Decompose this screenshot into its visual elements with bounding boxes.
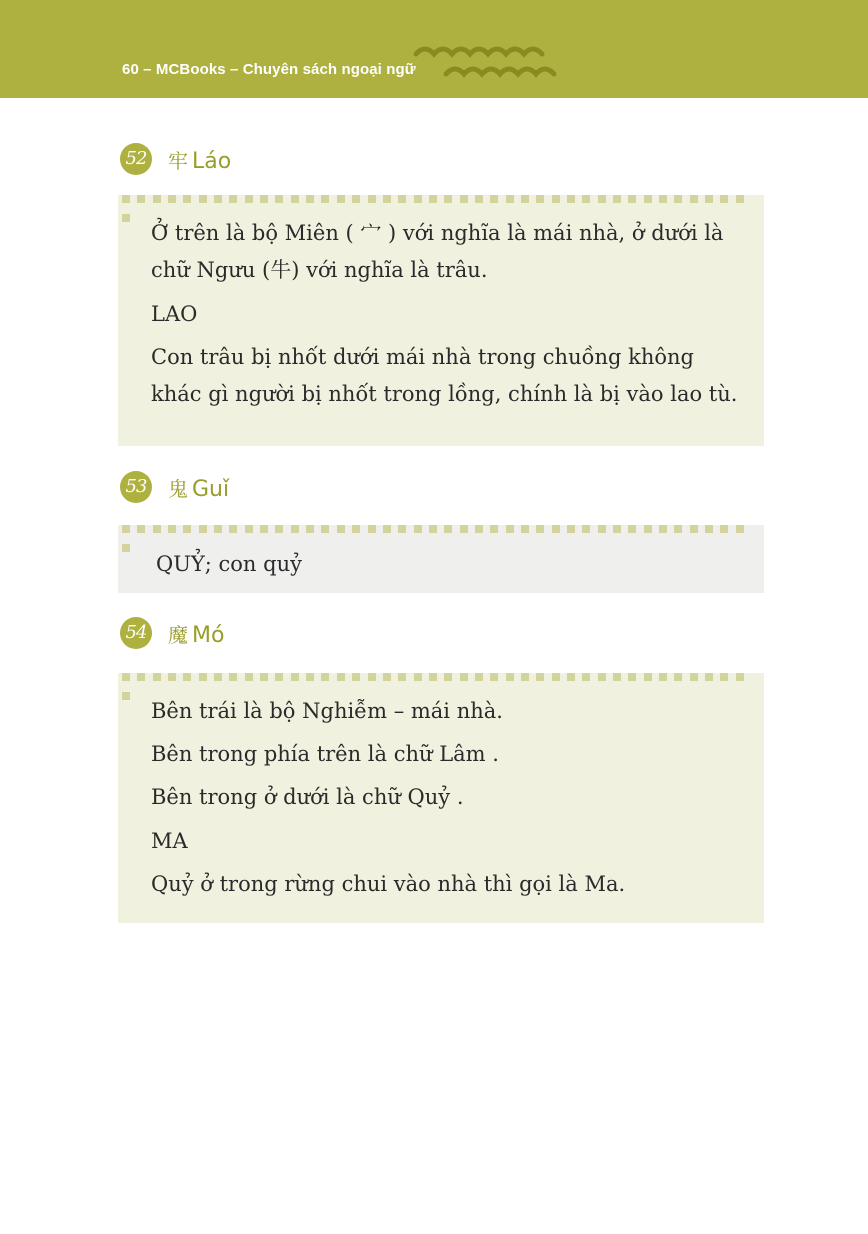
dash-segment	[137, 673, 145, 681]
dash-segment	[352, 673, 360, 681]
dash-segment	[414, 673, 422, 681]
dash-segment	[690, 525, 698, 533]
entry-paragraph: Quỷ ở trong rừng chui vào nhà thì gọi là Ma.	[151, 872, 626, 896]
dash-segment	[659, 673, 667, 681]
dash-segment	[674, 525, 682, 533]
dash-segment	[137, 195, 145, 203]
dash-segment	[628, 525, 636, 533]
dash-segment	[137, 525, 145, 533]
dash-segment	[229, 673, 237, 681]
dash-segment	[168, 673, 176, 681]
dash-segment	[582, 195, 590, 203]
dash-segment	[245, 195, 253, 203]
dash-segment	[460, 673, 468, 681]
dash-segment	[429, 195, 437, 203]
dash-segment	[521, 195, 529, 203]
entry-number-badge: 52	[120, 143, 152, 175]
entry-box-52	[118, 195, 764, 446]
dash-segment	[168, 195, 176, 203]
dash-segment	[506, 673, 514, 681]
dash-segment	[506, 195, 514, 203]
dash-segment	[659, 525, 667, 533]
dash-segment	[475, 673, 483, 681]
dash-segment	[275, 195, 283, 203]
dash-segment	[490, 525, 498, 533]
dash-segment	[383, 195, 391, 203]
dash-segment	[368, 195, 376, 203]
dash-segment	[306, 673, 314, 681]
dash-segment	[460, 525, 468, 533]
dash-segment	[337, 195, 345, 203]
dash-segment	[199, 195, 207, 203]
entry-paragraph: Bên trong ở dưới là chữ Quỷ .	[151, 785, 464, 809]
dash-segment	[475, 195, 483, 203]
dash-segment	[536, 673, 544, 681]
dashed-divider	[122, 673, 760, 681]
dash-segment	[582, 525, 590, 533]
dash-segment	[337, 525, 345, 533]
dash-segment	[720, 525, 728, 533]
dash-segment	[720, 673, 728, 681]
dash-segment	[536, 195, 544, 203]
dash-segment	[582, 673, 590, 681]
dash-segment	[659, 195, 667, 203]
dash-segment	[321, 673, 329, 681]
dash-segment	[736, 525, 744, 533]
dash-segment	[429, 525, 437, 533]
dash-segment	[337, 673, 345, 681]
dash-segment	[521, 673, 529, 681]
dash-segment	[444, 673, 452, 681]
dash-segment	[567, 673, 575, 681]
dash-segment	[352, 525, 360, 533]
dash-segment	[214, 195, 222, 203]
dash-segment	[199, 673, 207, 681]
dash-segment	[214, 525, 222, 533]
entry-paragraph: Ở trên là bộ Miên ( 宀 ) với nghĩa là mái nhà, ở dưới là chữ Ngưu (牛) với nghĩa là trâu.	[151, 221, 724, 282]
dash-segment	[183, 525, 191, 533]
entry-reading: Guǐ	[192, 477, 230, 502]
dash-segment	[644, 195, 652, 203]
dash-segment	[122, 525, 130, 533]
dash-segment	[398, 195, 406, 203]
page-header	[0, 0, 868, 98]
dash-segment	[291, 673, 299, 681]
dash-segment	[644, 673, 652, 681]
dash-segment	[444, 195, 452, 203]
dash-segment	[352, 195, 360, 203]
header-title: 60 – MCBooks – Chuyên sách ngoại ngữ	[122, 61, 416, 78]
dash-segment	[674, 195, 682, 203]
entry-title	[168, 619, 224, 648]
entry-paragraph: Con trâu bị nhốt dưới mái nhà trong chuồng không khác gì người bị nhốt trong lồng, chính là bị vào lao tù.	[151, 345, 738, 406]
dash-segment	[613, 525, 621, 533]
entry-title	[168, 473, 229, 502]
dash-segment	[260, 673, 268, 681]
waves-decoration	[412, 40, 572, 82]
dash-segment	[321, 525, 329, 533]
dash-segment	[291, 195, 299, 203]
dash-segment	[291, 525, 299, 533]
dash-segment	[383, 525, 391, 533]
dash-segment	[736, 195, 744, 203]
dash-segment	[567, 195, 575, 203]
entry-kanji: 牢	[168, 149, 188, 173]
dash-segment	[275, 673, 283, 681]
dashed-divider	[122, 195, 760, 203]
entry-paragraph: MA	[151, 829, 188, 853]
entry-reading: Mó	[192, 623, 225, 648]
dash-segment	[628, 673, 636, 681]
dash-segment	[199, 525, 207, 533]
dash-segment	[690, 195, 698, 203]
dash-segment	[613, 673, 621, 681]
entry-kanji: 魔	[168, 623, 188, 647]
dash-segment	[214, 673, 222, 681]
dash-segment	[183, 195, 191, 203]
dash-segment	[122, 214, 130, 222]
dash-segment	[275, 525, 283, 533]
dash-segment	[705, 195, 713, 203]
dash-segment	[490, 195, 498, 203]
dash-segment	[552, 525, 560, 533]
dash-segment	[613, 195, 621, 203]
dash-segment	[460, 195, 468, 203]
entry-title	[168, 145, 231, 174]
dash-segment	[552, 673, 560, 681]
entry-box-54	[118, 673, 764, 923]
entry-reading: Láo	[192, 149, 232, 174]
dash-segment	[720, 195, 728, 203]
dash-segment	[536, 525, 544, 533]
entry-paragraph: Bên trái là bộ Nghiễm – mái nhà.	[151, 699, 503, 723]
dash-segment	[736, 673, 744, 681]
dash-segment	[122, 195, 130, 203]
dash-segment	[598, 195, 606, 203]
dash-segment	[705, 673, 713, 681]
dash-segment	[122, 673, 130, 681]
dash-segment	[383, 673, 391, 681]
dash-segment	[153, 525, 161, 533]
dash-segment	[321, 195, 329, 203]
dash-segment	[429, 673, 437, 681]
entry-kanji: 鬼	[168, 477, 188, 501]
dash-segment	[398, 525, 406, 533]
dash-segment	[260, 525, 268, 533]
dashed-divider	[122, 525, 760, 533]
dash-segment	[552, 195, 560, 203]
dash-segment	[414, 525, 422, 533]
dash-segment	[306, 525, 314, 533]
dash-segment	[444, 525, 452, 533]
dash-segment	[183, 673, 191, 681]
entry-box-53	[118, 525, 764, 593]
dash-segment	[260, 195, 268, 203]
dash-segment	[245, 525, 253, 533]
dash-segment	[644, 525, 652, 533]
entry-paragraph: Bên trong phía trên là chữ Lâm .	[151, 742, 499, 766]
dash-segment	[598, 673, 606, 681]
dash-segment	[245, 673, 253, 681]
dash-segment	[398, 673, 406, 681]
dash-segment	[229, 525, 237, 533]
dash-segment	[122, 692, 130, 700]
dash-segment	[368, 525, 376, 533]
dash-segment	[690, 673, 698, 681]
dash-segment	[414, 195, 422, 203]
entry-paragraph: QUỶ; con quỷ	[156, 552, 302, 576]
dash-segment	[168, 525, 176, 533]
dash-segment	[229, 195, 237, 203]
dash-segment	[490, 673, 498, 681]
dash-segment	[475, 525, 483, 533]
entry-number-badge: 53	[120, 471, 152, 503]
entry-number-badge: 54	[120, 617, 152, 649]
dash-segment	[567, 525, 575, 533]
dash-segment	[674, 673, 682, 681]
dash-segment	[628, 195, 636, 203]
dash-segment	[153, 673, 161, 681]
dash-segment	[368, 673, 376, 681]
dash-segment	[705, 525, 713, 533]
dash-segment	[122, 544, 130, 552]
dash-segment	[598, 525, 606, 533]
dash-segment	[306, 195, 314, 203]
dash-segment	[506, 525, 514, 533]
dash-segment	[521, 525, 529, 533]
entry-paragraph: LAO	[151, 302, 198, 326]
dash-segment	[153, 195, 161, 203]
